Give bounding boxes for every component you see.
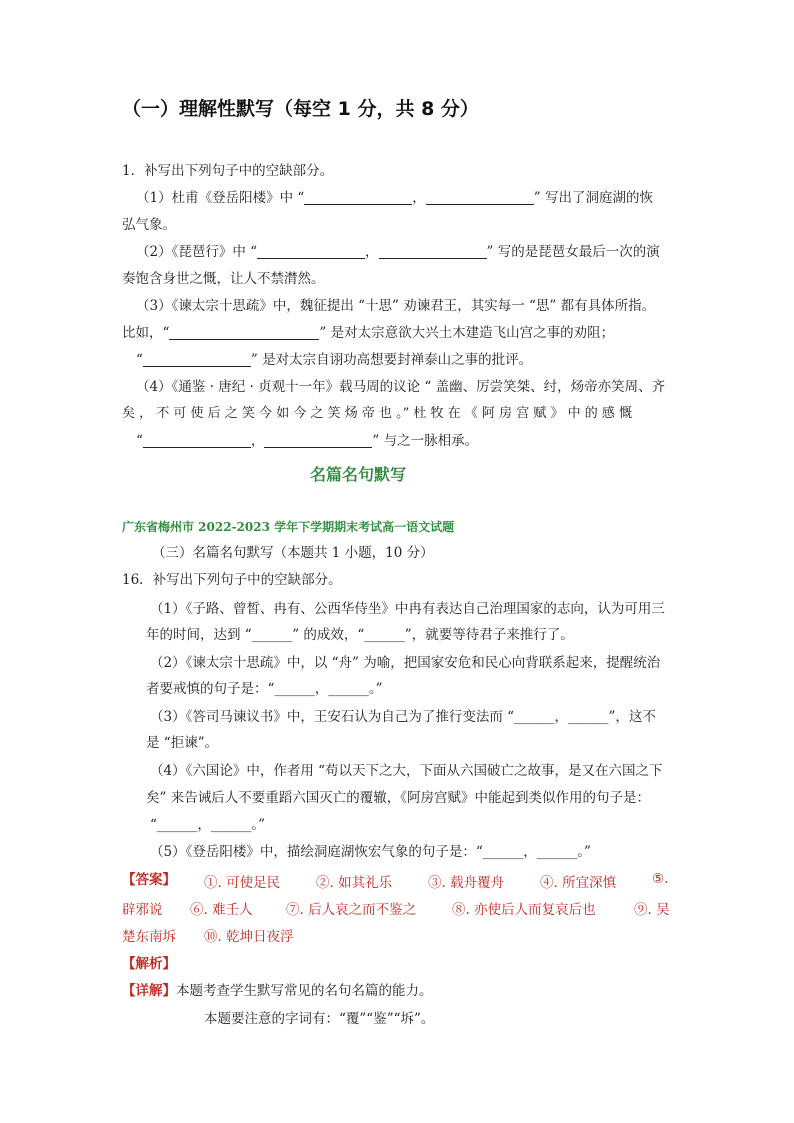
q16-5-line-a: （5）《登岳阳楼》中，描绘洞庭湖恢宏气象的句子是：“______，______。” bbox=[150, 844, 591, 860]
section-heading: （一）理解性默写（每空 1 分，共 8 分） bbox=[122, 98, 479, 120]
q1-4-line-b: 矣 ， 不 可 使 后 之 笑 今 如 今 之 笑 炀 帝 也 。” 杜 牧 在 《 阿 房 宫 赋 》 中 的 感 慨 bbox=[122, 406, 632, 421]
q16-stem: 16．补写出下列句子中的空缺部分。 bbox=[122, 572, 342, 588]
answer-blank bbox=[304, 190, 412, 205]
q1-1-text-b: ” 写出了洞庭湖的恢 bbox=[533, 190, 653, 206]
q16-4-line-c: “______，______。” bbox=[150, 817, 266, 833]
exam-source: 广东省梅州市 2022-2023 学年下学期期末考试高一语文试题 bbox=[122, 520, 455, 534]
answer-item: ③. 载舟覆舟 bbox=[428, 875, 505, 891]
q16-1-line-b: 年的时间，达到 “______” 的成效，“______”，就要等待君子来推行了。 bbox=[146, 627, 574, 643]
q1-4-text-c1: “ bbox=[136, 433, 143, 449]
answer-blank bbox=[264, 433, 372, 448]
q16-3-line-b: 是 “拒谏”。 bbox=[146, 735, 219, 751]
answer-item: ①. 可使足民 bbox=[204, 875, 281, 891]
q1-4-sep: ， bbox=[250, 433, 265, 449]
q1-1-sep: ， bbox=[412, 190, 426, 206]
q1-4-line-c bbox=[136, 432, 478, 450]
detail-text: 本题考查学生默写常见的名句名篇的能力。 bbox=[176, 983, 433, 999]
q1-3-line-c bbox=[136, 351, 532, 369]
answer-blank bbox=[257, 244, 365, 259]
answer-blank bbox=[169, 325, 319, 340]
q1-stem: 1．补写出下列句子中的空缺部分。 bbox=[122, 163, 334, 179]
answer-item: 辟邪说 bbox=[122, 902, 163, 918]
q1-4-text-c2: ” 与之一脉相承。 bbox=[372, 433, 479, 449]
q1-2-line-b: 奏饱含身世之慨，让人不禁潸然。 bbox=[122, 271, 325, 287]
q1-3-text-b1: 比如，“ bbox=[122, 325, 170, 341]
q16-4-line-a: （4）《六国论》中，作者用 “苟以天下之大，下面从六国破亡之故事，是又在六国之下 bbox=[150, 763, 663, 779]
q1-2-line-a bbox=[136, 243, 660, 261]
q16-3-line-a: （3）《答司马谏议书》中，王安石认为自己为了推行变法而 “______，______”，这不 bbox=[150, 709, 656, 725]
answer-item: ⑧. 亦使后人而复哀后也 bbox=[452, 902, 596, 918]
answer-item: ⑦. 后人哀之而不鉴之 bbox=[286, 902, 417, 918]
answer-item: ④. 所宜深慎 bbox=[540, 875, 617, 891]
q1-1-text-a: （1）杜甫《登岳阳楼》中 “ bbox=[136, 190, 305, 206]
section-title: 名篇名句默写 bbox=[310, 465, 407, 484]
analysis-label: 【解析】 bbox=[122, 956, 176, 972]
answer-blank bbox=[143, 352, 251, 367]
q1-4-line-a: （4）《通鉴 · 唐纪 · 贞观十一年》载马周的议论 “ 盖幽、厉尝笑桀、纣，炀帝亦笑周、齐 bbox=[136, 379, 666, 395]
q1-2-sep: ， bbox=[365, 244, 379, 260]
q1-3-text-c1: “ bbox=[136, 352, 143, 368]
answer-item: ②. 如其礼乐 bbox=[316, 875, 393, 891]
q1-1-line-a bbox=[136, 189, 653, 207]
answer-item: ⑩. 乾坤日夜浮 bbox=[204, 929, 294, 945]
q1-3-line-a: （3）《谏太宗十思疏》中，魏征提出 “十思” 劝谏君王，其实每一 “思” 都有具体所指。 bbox=[136, 298, 656, 314]
q1-3-text-b2: ” 是对太宗意欲大兴土木建造飞山宫之事的劝阻； bbox=[319, 325, 615, 341]
detail-line bbox=[122, 982, 433, 1000]
q16-2-line-a: （2）《谏太宗十思疏》中，以 “舟” 为喻，把国家安危和民心向背联系起来，提醒统治 bbox=[150, 655, 661, 671]
detail-label: 【详解】 bbox=[122, 983, 176, 999]
q1-2-text-a: （2）《琵琶行》中 “ bbox=[136, 244, 258, 260]
sub-heading: （三）名篇名句默写（本题共 1 小题，10 分） bbox=[152, 545, 434, 561]
q1-3-text-c2: ” 是对太宗自诩功高想要封禅泰山之事的批评。 bbox=[250, 352, 533, 368]
answer-item: ⑥. 难壬人 bbox=[190, 902, 253, 918]
answer-item: ⑤. bbox=[652, 871, 669, 887]
q16-4-line-b: 矣” 来告诫后人不要重蹈六国灭亡的覆辙，《阿房宫赋》中能起到类似作用的句子是： bbox=[146, 790, 650, 806]
answer-item: ⑨. 吴 bbox=[634, 902, 670, 918]
analysis-note: 本题要注意的字词有：“覆”“鉴”“坼”。 bbox=[204, 1011, 435, 1027]
q1-1-line-b: 弘气象。 bbox=[122, 217, 176, 233]
answer-blank bbox=[379, 244, 487, 259]
q1-2-text-b: ” 写的是琵琶女最后一次的演 bbox=[486, 244, 660, 260]
answer-blank bbox=[143, 433, 251, 448]
answer-blank bbox=[426, 190, 534, 205]
answer-item: 楚东南坼 bbox=[122, 929, 176, 945]
q16-1-line-a: （1）《子路、曾皙、冉有、公西华侍坐》中冉有表达自己治理国家的志向，认为可用三 bbox=[150, 601, 665, 617]
answer-label: 【答案】 bbox=[122, 872, 176, 888]
q16-2-line-b: 者要戒慎的句子是：“______，______。” bbox=[146, 681, 383, 697]
q1-3-line-b bbox=[122, 324, 614, 342]
